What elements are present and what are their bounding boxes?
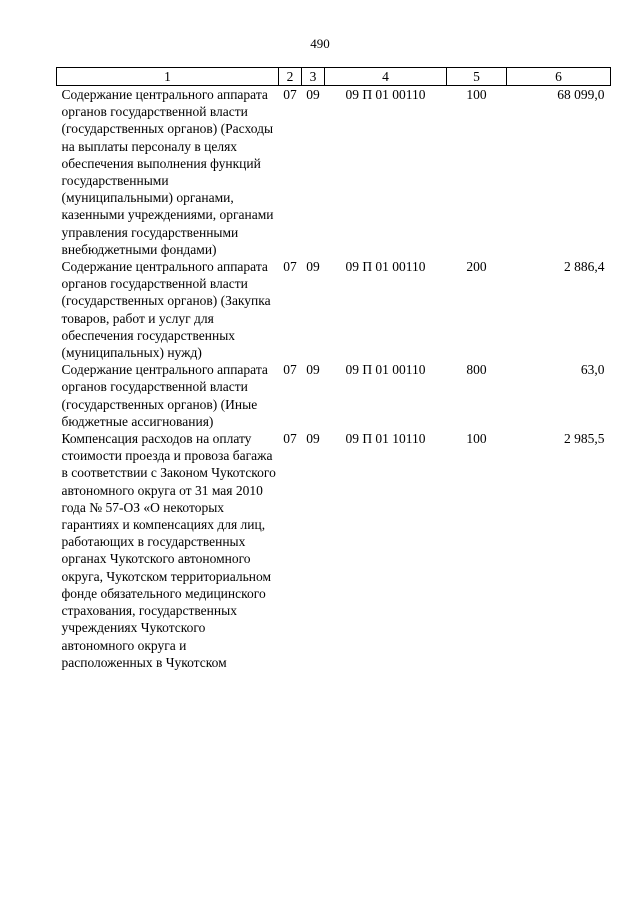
row-amount: 68 099,0 xyxy=(557,87,605,102)
column-header-4: 4 xyxy=(325,68,447,86)
column-header-6: 6 xyxy=(507,68,611,86)
row-target-article-code: 09 П 01 00110 xyxy=(345,259,426,275)
column-header-2: 2 xyxy=(279,68,302,86)
row-amount: 63,0 xyxy=(580,362,605,378)
row-description: Содержание центрального аппарата органов государственной власти (государственных органов) (Иные бюджетные ассигнования) xyxy=(61,362,268,429)
column-header-5: 5 xyxy=(447,68,507,86)
row-description: Содержание центрального аппарата органов государственной власти (государственных органов) (Закупка товаров, работ и услуг для обеспечения государственных (муниципальных) нужд) xyxy=(61,259,271,361)
row-subsection-code: 09 xyxy=(306,87,320,102)
row-amount: 2 985,5 xyxy=(564,431,605,447)
table-row xyxy=(57,86,611,259)
row-expense-type-code: 100 xyxy=(466,431,487,447)
budget-table xyxy=(56,67,611,671)
row-description: Содержание центрального аппарата органов государственной власти (государственных органов) (Расходы на выплаты персоналу в целях обеспечения выполнения функций государственными (муниципальными) органами, казенными учреждениями, органами управления государственными внебюджетными фондами) xyxy=(61,87,274,257)
table-header-row xyxy=(57,68,611,86)
row-expense-type-code: 200 xyxy=(466,259,487,275)
column-header-1: 1 xyxy=(57,68,279,86)
column-header-3: 3 xyxy=(302,68,325,86)
row-section-code: 07 xyxy=(283,431,297,447)
row-expense-type-code: 800 xyxy=(466,362,487,378)
page-number: 490 xyxy=(310,36,330,51)
table-row xyxy=(57,361,611,430)
row-description: Компенсация расходов на оплату стоимости проезда и провоза багажа в соответствии с Законом Чукотского автономного округа от 31 мая 2010 года № 57-ОЗ «О некоторых гарантиях и компенсациях для лиц, работающих в государственных органах Чукотского автономного округа, Чукотском территориальном фонде обязательного медицинского страхования, государственных учреждениях Чукотского автономного округа и расположенных в Чукотском xyxy=(61,431,276,670)
table-row xyxy=(57,430,611,671)
row-target-article-code: 09 П 01 10110 xyxy=(345,431,426,447)
row-subsection-code: 09 xyxy=(306,259,320,275)
row-section-code: 07 xyxy=(283,87,297,102)
row-target-article-code: 09 П 01 00110 xyxy=(345,362,426,378)
row-section-code: 07 xyxy=(283,259,297,275)
table-row xyxy=(57,258,611,361)
row-subsection-code: 09 xyxy=(306,362,320,378)
row-expense-type-code: 100 xyxy=(466,87,487,102)
row-amount: 2 886,4 xyxy=(564,259,605,275)
row-section-code: 07 xyxy=(283,362,297,378)
row-subsection-code: 09 xyxy=(306,431,320,447)
row-target-article-code: 09 П 01 00110 xyxy=(345,87,426,102)
